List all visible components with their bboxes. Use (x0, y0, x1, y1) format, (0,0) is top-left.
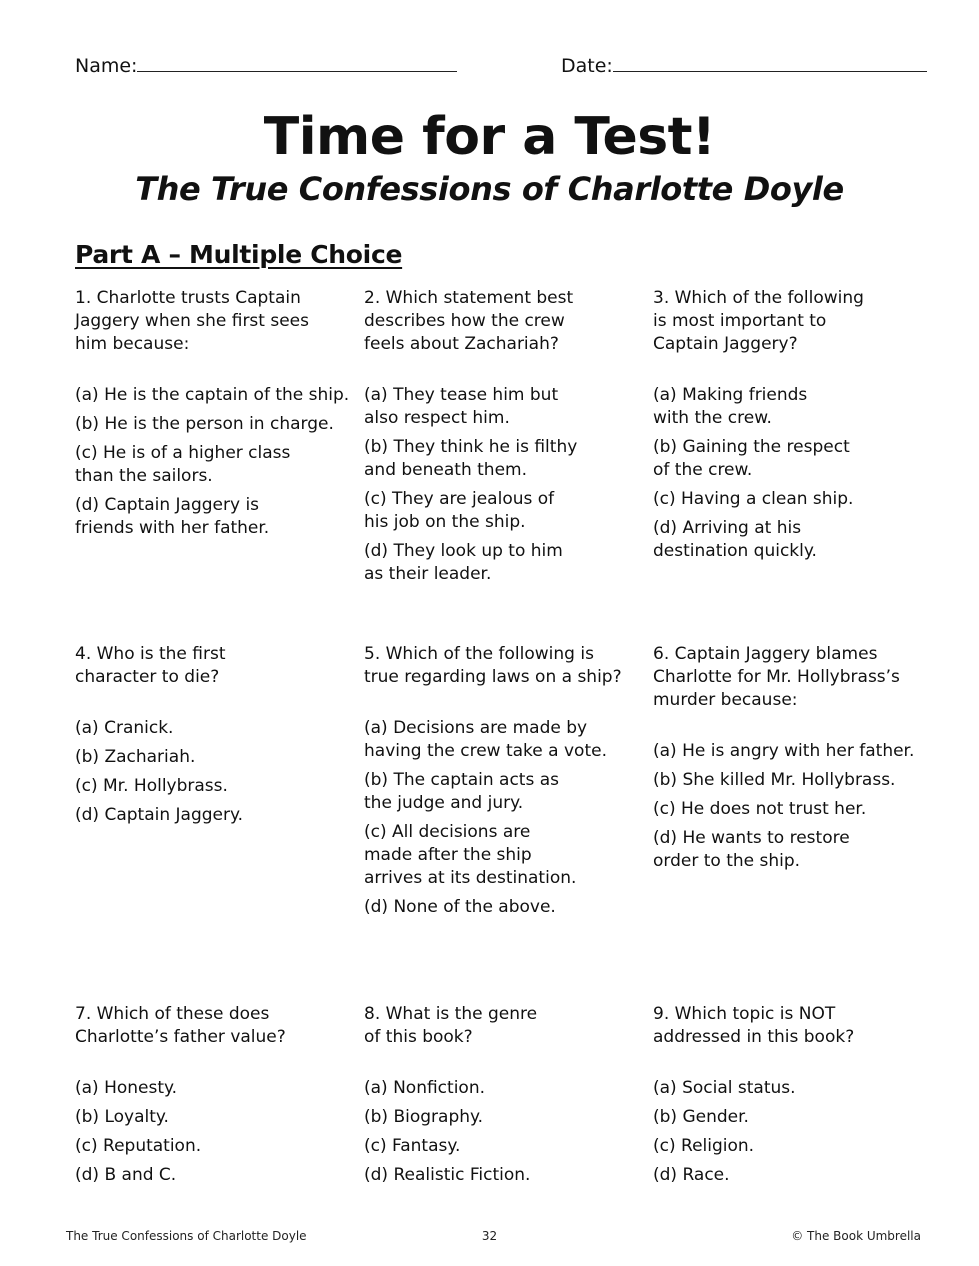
name-blank-line[interactable] (137, 53, 457, 72)
answer-option: (a) Decisions are made by having the crew take a vote. (364, 718, 607, 761)
date-blank-line[interactable] (613, 53, 927, 72)
answer-option: (a) Cranick. (75, 718, 174, 738)
answer-option: (d) Captain Jaggery is friends with her father. (75, 495, 270, 538)
answer-option: (c) Reputation. (75, 1136, 202, 1156)
page-subtitle: The True Confessions of Charlotte Doyle (135, 170, 844, 208)
answer-option: (b) Zachariah. (75, 747, 196, 767)
answer-option: (a) Making friends with the crew. (653, 385, 808, 428)
answer-option: (b) The captain acts as the judge and jury. (364, 770, 559, 813)
answer-option: (c) Mr. Hollybrass. (75, 776, 228, 796)
question-9 (653, 1003, 939, 1193)
date-field (561, 53, 927, 78)
page-title: Time for a Test! (263, 107, 716, 167)
footer-copyright: © The Book Umbrella (791, 1229, 921, 1243)
question-stem: 6. Captain Jaggery blames Charlotte for Mr. Hollybrass’s murder because: (653, 644, 900, 710)
answer-option: (b) Biography. (364, 1107, 484, 1127)
footer-page-number: 32 (481, 1229, 498, 1243)
answer-option: (b) She killed Mr. Hollybrass. (653, 770, 896, 790)
answer-option: (a) Nonfiction. (364, 1078, 486, 1098)
question-stem: 9. Which topic is NOT addressed in this book? (653, 1004, 855, 1047)
question-stem: 8. What is the genre of this book? (364, 1004, 538, 1047)
answer-option: (a) They tease him but also respect him. (364, 385, 559, 428)
answer-option: (d) Captain Jaggery. (75, 805, 244, 825)
section-heading: Part A – Multiple Choice (75, 240, 403, 269)
answer-option: (c) Religion. (653, 1136, 755, 1156)
question-2 (364, 287, 650, 592)
answer-option: (b) Loyalty. (75, 1107, 169, 1127)
answer-option: (d) Realistic Fiction. (364, 1165, 531, 1185)
question-8 (364, 1003, 650, 1193)
answer-option: (b) He is the person in charge. (75, 414, 334, 434)
question-7 (75, 1003, 361, 1193)
question-stem: 2. Which statement best describes how the crew feels about Zachariah? (364, 288, 574, 354)
answer-option: (d) Arriving at his destination quickly. (653, 518, 817, 561)
answer-option: (d) He wants to restore order to the ship. (653, 828, 850, 871)
question-3 (653, 287, 939, 569)
answer-option: (b) They think he is filthy and beneath them. (364, 437, 578, 480)
answer-option: (a) Honesty. (75, 1078, 178, 1098)
answer-option: (d) None of the above. (364, 897, 556, 917)
name-field (75, 53, 457, 78)
answer-option: (c) He does not trust her. (653, 799, 867, 819)
question-stem: 1. Charlotte trusts Captain Jaggery when she first sees him because: (75, 288, 309, 354)
question-stem: 4. Who is the first character to die? (75, 644, 226, 687)
question-stem: 7. Which of these does Charlotte’s father value? (75, 1004, 286, 1047)
answer-option: (b) Gaining the respect of the crew. (653, 437, 850, 480)
question-stem: 3. Which of the following is most important to Captain Jaggery? (653, 288, 864, 354)
name-label: Name: (75, 55, 138, 77)
answer-option: (d) B and C. (75, 1165, 177, 1185)
answer-option: (d) They look up to him as their leader. (364, 541, 563, 584)
date-label: Date: (561, 55, 613, 77)
answer-option: (a) He is the captain of the ship. (75, 385, 350, 405)
question-5 (364, 643, 650, 925)
question-stem: 5. Which of the following is true regarding laws on a ship? (364, 644, 622, 687)
answer-option: (c) He is of a higher class than the sailors. (75, 443, 291, 486)
answer-option: (c) They are jealous of his job on the ship. (364, 489, 555, 532)
answer-option: (c) Fantasy. (364, 1136, 461, 1156)
footer-book-title: The True Confessions of Charlotte Doyle (66, 1229, 307, 1243)
question-1 (75, 287, 361, 546)
answer-option: (b) Gender. (653, 1107, 749, 1127)
answer-option: (c) All decisions are made after the ship arrives at its destination. (364, 822, 577, 888)
answer-option: (a) He is angry with her father. (653, 741, 915, 761)
answer-option: (c) Having a clean ship. (653, 489, 854, 509)
answer-option: (a) Social status. (653, 1078, 796, 1098)
question-4 (75, 643, 361, 833)
question-6 (653, 643, 939, 879)
answer-option: (d) Race. (653, 1165, 730, 1185)
